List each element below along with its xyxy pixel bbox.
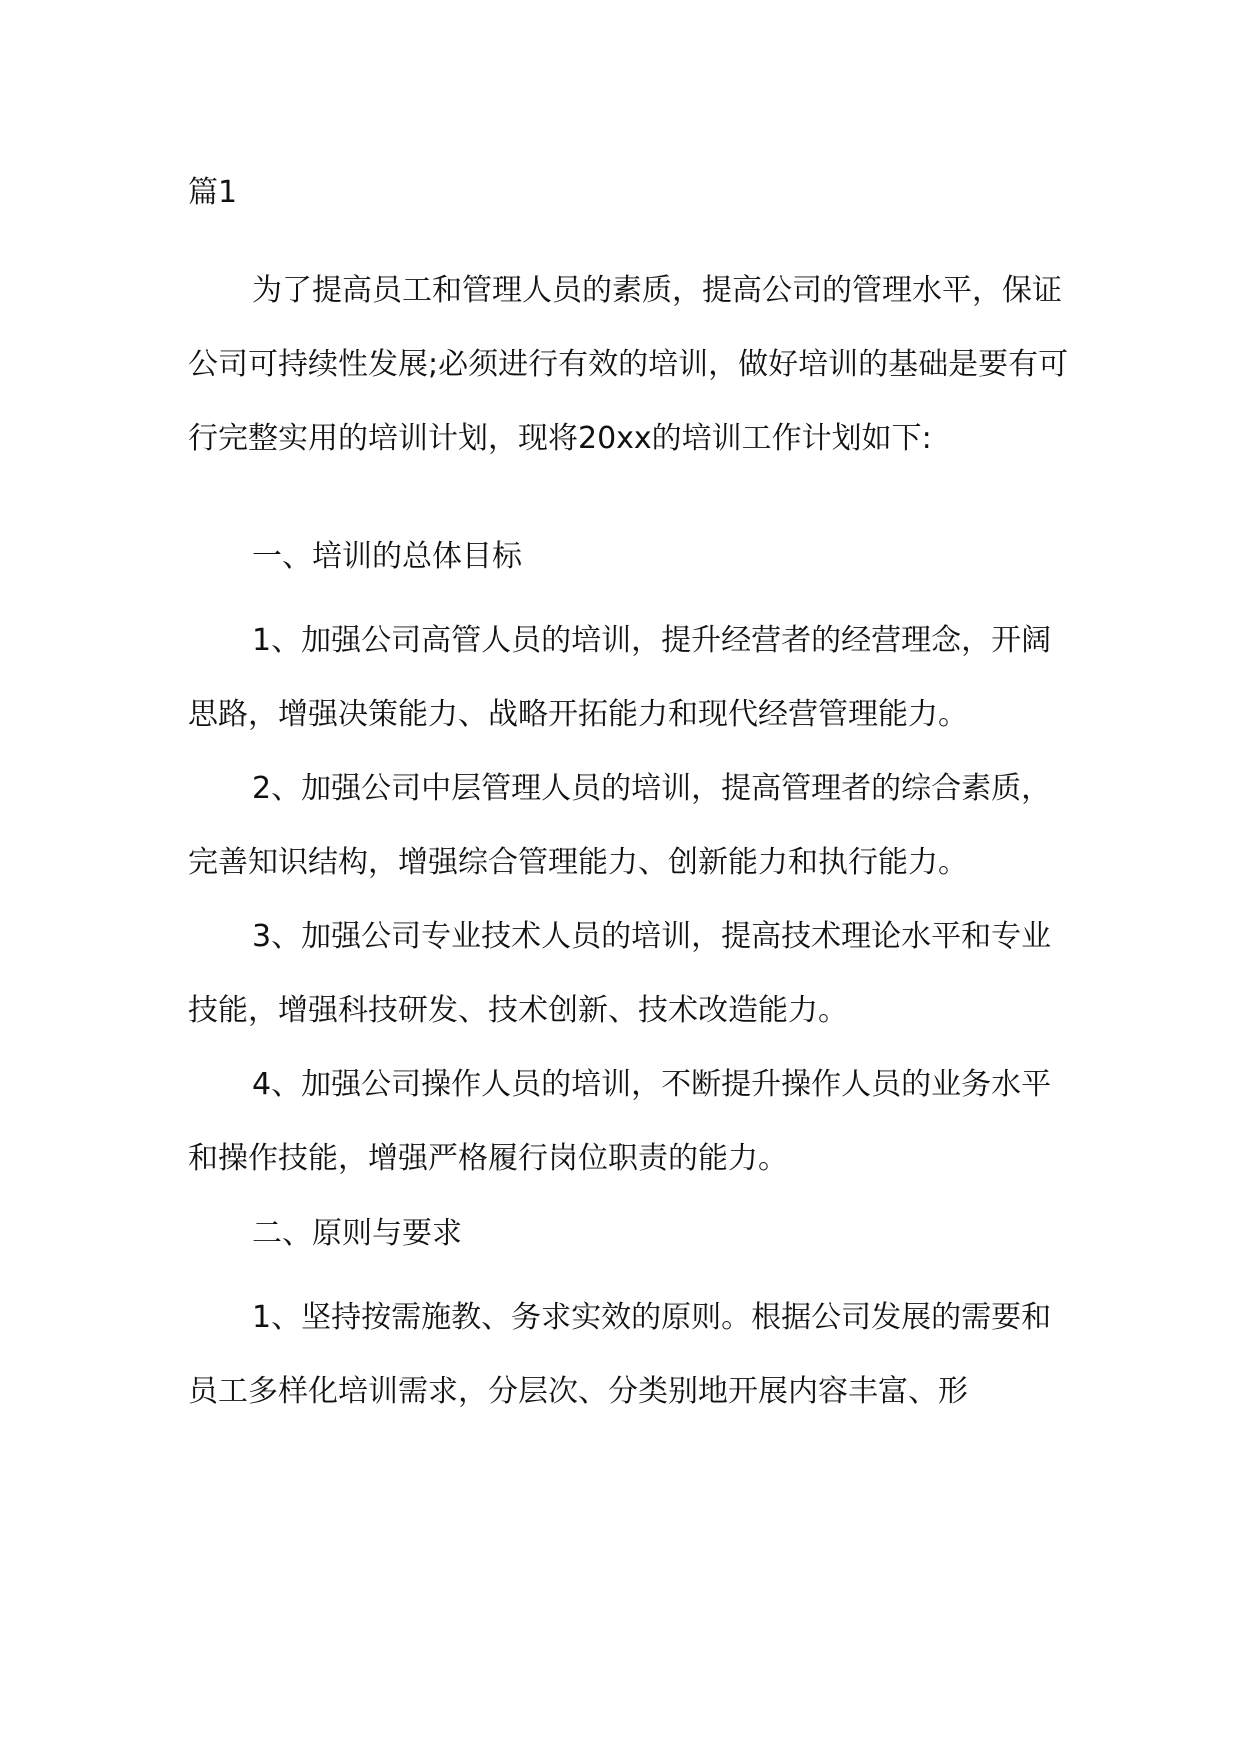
goal-item-3: 3、加强公司专业技术人员的培训，提高技术理论水平和专业技能，增强科技研发、技术创新、技术改造能力。 [188, 919, 1052, 1028]
intro-paragraph: 为了提高员工和管理人员的素质，提高公司的管理水平，保证公司可持续性发展;必须进行有效的培训，做好培训的基础是要有可行完整实用的培训计划，现将20xx的培训工作计划如下: [188, 273, 1069, 456]
section-title: 篇1 [188, 175, 238, 210]
heading-principles: 二、原则与要求 [252, 1216, 462, 1251]
goal-item-1: 1、加强公司高管人员的培训，提升经营者的经营理念，开阔思路，增强决策能力、战略开拓能力和现代经营管理能力。 [188, 623, 1052, 732]
principle-item-1: 1、坚持按需施教、务求实效的原则。根据公司发展的需要和员工多样化培训需求，分层次、分类别地开展内容丰富、形 [188, 1300, 1052, 1409]
goal-item-4: 4、加强公司操作人员的培训，不断提升操作人员的业务水平和操作技能，增强严格履行岗位职责的能力。 [188, 1067, 1052, 1176]
heading-overall-goals: 一、培训的总体目标 [252, 539, 522, 574]
goal-item-2: 2、加强公司中层管理人员的培训，提高管理者的综合素质，完善知识结构，增强综合管理能力、创新能力和执行能力。 [188, 771, 1052, 880]
